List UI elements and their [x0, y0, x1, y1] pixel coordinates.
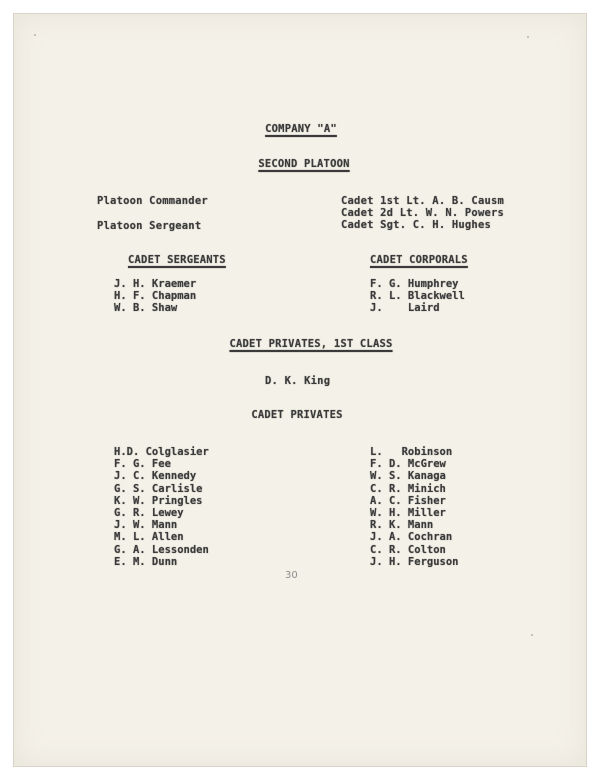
paper-speck	[531, 634, 533, 636]
list-item: L. Robinson	[370, 446, 453, 458]
company-heading: COMPANY "A"	[265, 123, 337, 135]
list-item: G. A. Lessonden	[114, 543, 209, 556]
list-item: R. L. Blackwell	[370, 290, 465, 303]
second-lieutenant-name: Cadet 2d Lt. W. N. Powers	[341, 207, 505, 219]
page-number: 30	[285, 570, 298, 581]
list-item: G. R. Lewey	[114, 506, 184, 519]
paper-speck	[34, 34, 36, 36]
list-item: W. B. Shaw	[114, 302, 178, 315]
platoon-commander-label: Platoon Commander	[97, 195, 208, 207]
paper-speck	[527, 36, 529, 38]
list-item: A. C. Fisher	[370, 494, 446, 507]
list-item: W. S. Kanaga	[370, 470, 446, 483]
cadet-privates-heading: CADET PRIVATES	[251, 409, 343, 421]
cadet-privates-left-list	[114, 446, 209, 568]
list-item: C. R. Minich	[370, 482, 446, 495]
list-item: F. G. Fee	[114, 458, 171, 471]
list-item: J. C. Kennedy	[114, 470, 197, 483]
list-item: G. S. Carlisle	[114, 482, 203, 495]
list-item: J. W. Mann	[114, 519, 178, 532]
list-item: H. F. Chapman	[114, 290, 197, 303]
list-item: J. H. Ferguson	[370, 555, 459, 568]
list-item: H.D. Colglasier	[114, 446, 209, 458]
list-item: W. H. Miller	[370, 506, 446, 519]
cadet-corporals-heading: CADET CORPORALS	[370, 254, 468, 266]
list-item: R. K. Mann	[370, 519, 434, 532]
cadet-privates-first-class-heading: CADET PRIVATES, 1ST CLASS	[229, 338, 393, 350]
cadet-sergeants-heading: CADET SERGEANTS	[128, 254, 226, 266]
sergeant-name: Cadet Sgt. C. H. Hughes	[341, 219, 491, 231]
cadet-sergeants-list	[114, 278, 196, 315]
list-item: C. R. Colton	[370, 543, 446, 556]
cadet-privates-right-list	[370, 446, 459, 568]
list-item: F. G. Humphrey	[370, 278, 459, 290]
list-item: E. M. Dunn	[114, 555, 178, 568]
commander-name: Cadet 1st Lt. A. B. Causm	[341, 195, 505, 207]
list-item: J. Laird	[370, 302, 440, 315]
list-item: K. W. Pringles	[114, 494, 203, 507]
cadet-corporals-list	[370, 278, 465, 315]
list-item: J. H. Kraemer	[114, 278, 197, 290]
list-item: F. D. McGrew	[370, 458, 446, 471]
platoon-sergeant-label: Platoon Sergeant	[97, 220, 202, 232]
document-page	[13, 13, 587, 767]
private-first-class-name: D. K. King	[265, 375, 331, 387]
list-item: M. L. Allen	[114, 531, 184, 544]
platoon-heading: SECOND PLATOON	[258, 158, 350, 170]
list-item: J. A. Cochran	[370, 531, 453, 544]
